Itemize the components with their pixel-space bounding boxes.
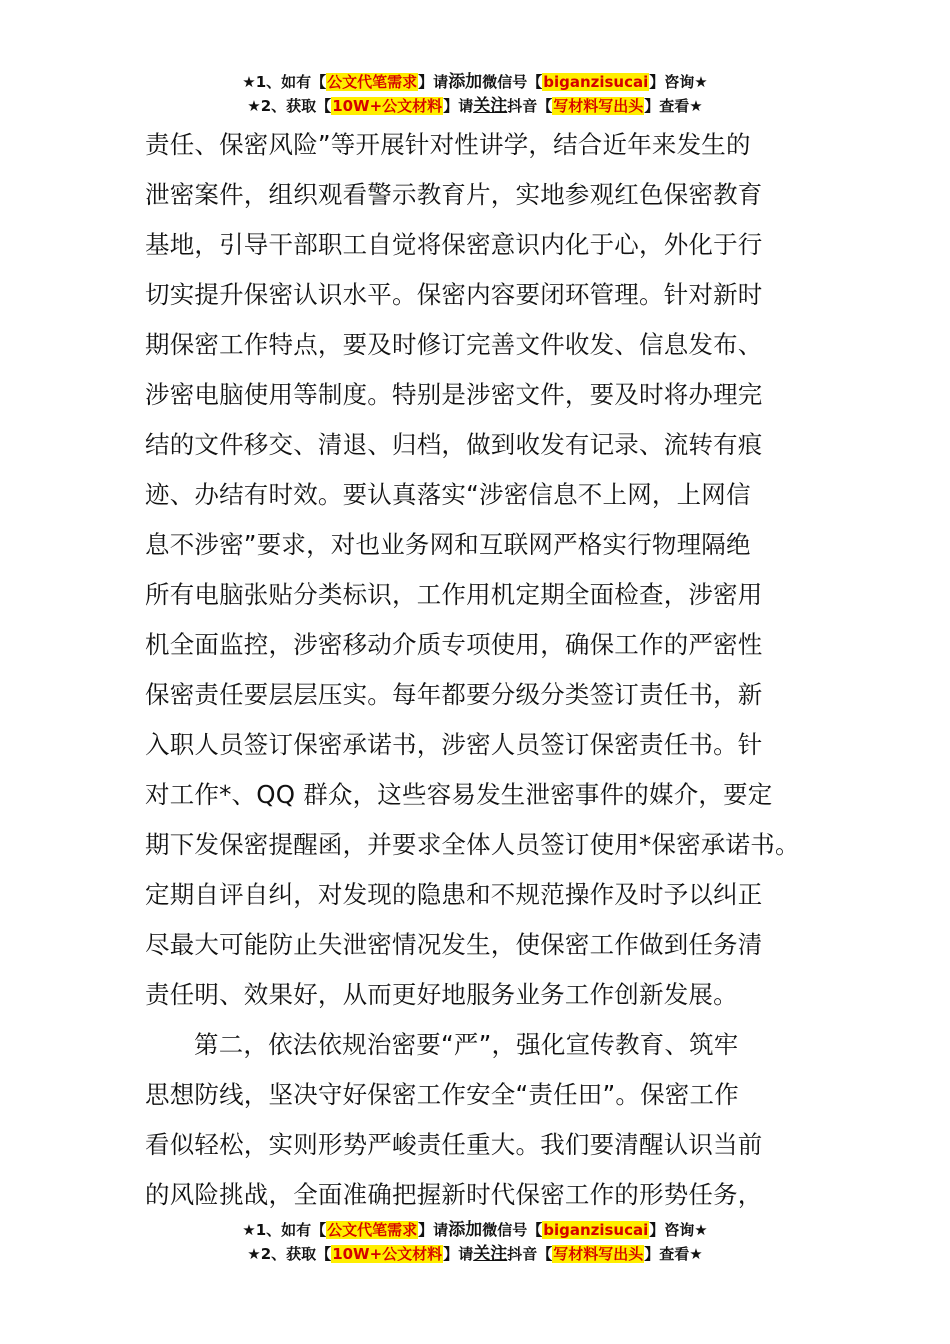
star-icon: ★ <box>694 73 708 91</box>
text-line: 看似轻松，实则形势严峻责任重大。我们要清醒认识当前 <box>145 1130 763 1159</box>
text-line: 入职人员签订保密承诺书，涉密人员签订保密责任书。针 <box>145 730 763 759</box>
text-line: 思想防线，坚决守好保密工作安全“责任田”。保密工作 <box>145 1080 739 1109</box>
text-line: 对工作*、QQ 群众，这些容易发生泄密事件的媒介，要定 <box>145 780 773 809</box>
header-line-2: ★2、获取【10W+公文材料】请关注抖音【写材料写出头】查看★ <box>247 96 703 116</box>
highlight-service: 公文代笔需求 <box>327 73 418 91</box>
header-line-1: ★1、如有【公文代笔需求】请添加微信号【biganzisucai】咨询★ <box>242 72 708 92</box>
star-icon: ★ <box>242 1221 256 1239</box>
text-line: 结的文件移交、清退、归档，做到收发有记录、流转有痕 <box>145 430 763 459</box>
text-line: 所有电脑张贴分类标识，工作用机定期全面检查，涉密用 <box>145 580 763 609</box>
text-line: 责任明、效果好，从而更好地服务业务工作创新发展。 <box>145 980 738 1009</box>
text-line: 涉密电脑使用等制度。特别是涉密文件，要及时将办理完 <box>145 380 763 409</box>
star-icon: ★ <box>247 1245 261 1263</box>
text-line: 机全面监控，涉密移动介质专项使用，确保工作的严密性 <box>145 630 763 659</box>
star-icon: ★ <box>247 97 261 115</box>
highlight-service: 公文代笔需求 <box>327 1221 418 1239</box>
paragraph-start-line: 第二，依法依规治密要“严”，强化宣传教育、筑牢 <box>194 1030 739 1059</box>
highlight-materials: 10W+公文材料 <box>332 1245 443 1263</box>
footer-line-1: ★1、如有【公文代笔需求】请添加微信号【biganzisucai】咨询★ <box>242 1220 708 1240</box>
text-line: 定期自评自纠，对发现的隐患和不规范操作及时予以纠正 <box>145 880 763 909</box>
text-line: 保密责任要层层压实。每年都要分级分类签订责任书，新 <box>145 680 763 709</box>
wechat-id: biganzisucai <box>543 73 649 91</box>
douyin-account: 写材料写出头 <box>553 97 644 115</box>
text-line: 责任、保密风险”等开展针对性讲学，结合近年来发生的 <box>145 130 751 159</box>
document-body <box>145 120 845 1220</box>
highlight-materials: 10W+公文材料 <box>332 97 443 115</box>
text-line: 泄密案件，组织观看警示教育片，实地参观红色保密教育 <box>145 180 763 209</box>
footer-line-2: ★2、获取【10W+公文材料】请关注抖音【写材料写出头】查看★ <box>247 1244 703 1264</box>
header-banner <box>0 70 950 118</box>
text-line: 期保密工作特点，要及时修订完善文件收发、信息发布、 <box>145 330 763 359</box>
text-line: 息不涉密”要求，对也业务网和互联网严格实行物理隔绝 <box>145 530 751 559</box>
star-icon: ★ <box>689 1245 703 1263</box>
text-line: 尽最大可能防止失泄密情况发生，使保密工作做到任务清 <box>145 930 763 959</box>
star-icon: ★ <box>689 97 703 115</box>
wechat-id: biganzisucai <box>543 1221 649 1239</box>
text-line: 期下发保密提醒函，并要求全体人员签订使用*保密承诺书。 <box>145 830 800 859</box>
douyin-account: 写材料写出头 <box>553 1245 644 1263</box>
star-icon: ★ <box>694 1221 708 1239</box>
text-line: 基地，引导干部职工自觉将保密意识内化于心，外化于行 <box>145 230 763 259</box>
text-line: 的风险挑战，全面准确把握新时代保密工作的形势任务， <box>145 1180 763 1209</box>
text-line: 切实提升保密认识水平。保密内容要闭环管理。针对新时 <box>145 280 763 309</box>
text-line: 迹、办结有时效。要认真落实“涉密信息不上网，上网信 <box>145 480 751 509</box>
footer-banner <box>0 1218 950 1266</box>
star-icon: ★ <box>242 73 256 91</box>
